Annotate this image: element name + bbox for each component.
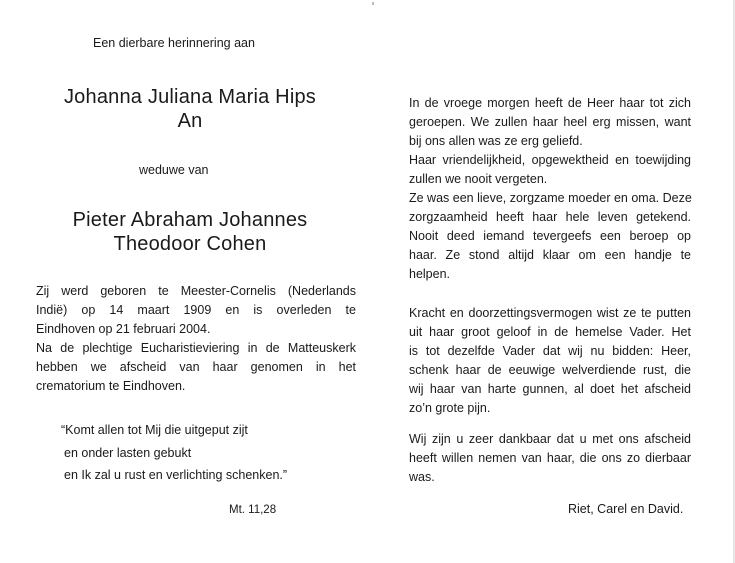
text-line: heeft willen nemen van haar, die ons zo dierbaar [409, 451, 691, 465]
text-line: Kracht en doorzettingsvermogen wist ze te putten [409, 306, 691, 320]
text-line: Haar vriendelijkheid, opgewektheid en toewijding [409, 153, 691, 167]
quote-line: en Ik zal u rust en verlichting schenken.” [64, 468, 288, 482]
text-line: Wij zijn u zeer dankbaar dat u met ons afscheid [409, 432, 691, 446]
text-line: wij haar van harte gunnen, al doet het afscheid [409, 382, 691, 396]
spouse-name-line1: Pieter Abraham Johannes [72, 209, 308, 231]
bio-line: Na de plechtige Eucharistieviering in de Matteuskerk [36, 341, 356, 355]
bio-line: Eindhoven op 21 februari 2004. [36, 322, 211, 336]
text-line: geroepen. We zullen haar heel erg missen, want [409, 115, 691, 129]
text-line: In de vroege morgen heeft de Heer haar tot zich [409, 96, 691, 110]
text-line: schenk haar de eeuwige welverdiende rust, die [409, 363, 691, 377]
quote-line: “Komt allen tot Mij die uitgeput zijt [61, 423, 248, 437]
text-line: uit haar groot geloof in de hemelse Vader. Het [409, 325, 691, 339]
intro-text: Een dierbare herinnering aan [93, 36, 255, 50]
bio-line: hebben we afscheid van haar genomen in het [36, 360, 356, 374]
scripture-reference: Mt. 11,28 [229, 504, 277, 516]
text-line: zo’n grote pijn. [409, 401, 491, 415]
fold-mark [372, 2, 374, 5]
deceased-nickname: An [177, 110, 203, 132]
text-line: bij ons allen was ze erg geliefd. [409, 134, 583, 148]
text-line: is tot dezelfde Vader dat wij nu bidden: Heer, [409, 344, 691, 358]
text-line: helpen. [409, 267, 451, 281]
quote-line: en onder lasten gebukt [64, 446, 192, 460]
bio-line: Zij werd geboren te Meester-Cornelis (Nederlands [36, 284, 356, 298]
widow-of-text: weduwe van [139, 163, 209, 177]
text-line: Ze was een lieve, zorgzame moeder en oma. Deze [409, 191, 692, 205]
text-line: haar. Ze stond altijd klaar om een handje te [409, 248, 691, 262]
signature: Riet, Carel en David. [568, 502, 684, 516]
bio-line: crematorium te Eindhoven. [36, 379, 186, 393]
text-line: Nooit deed iemand tevergeefs een beroep op [409, 229, 691, 243]
text-line: was. [409, 470, 435, 484]
text-line: zorgzaamheid heeft haar hele leven getekend. [409, 210, 691, 224]
deceased-name: Johanna Juliana Maria Hips [63, 86, 316, 108]
text-line: zullen we nooit vergeten. [409, 172, 548, 186]
spouse-name-line2: Theodoor Cohen [113, 233, 267, 255]
bio-line: Indië) op 14 maart 1909 en is overleden te [36, 303, 356, 317]
